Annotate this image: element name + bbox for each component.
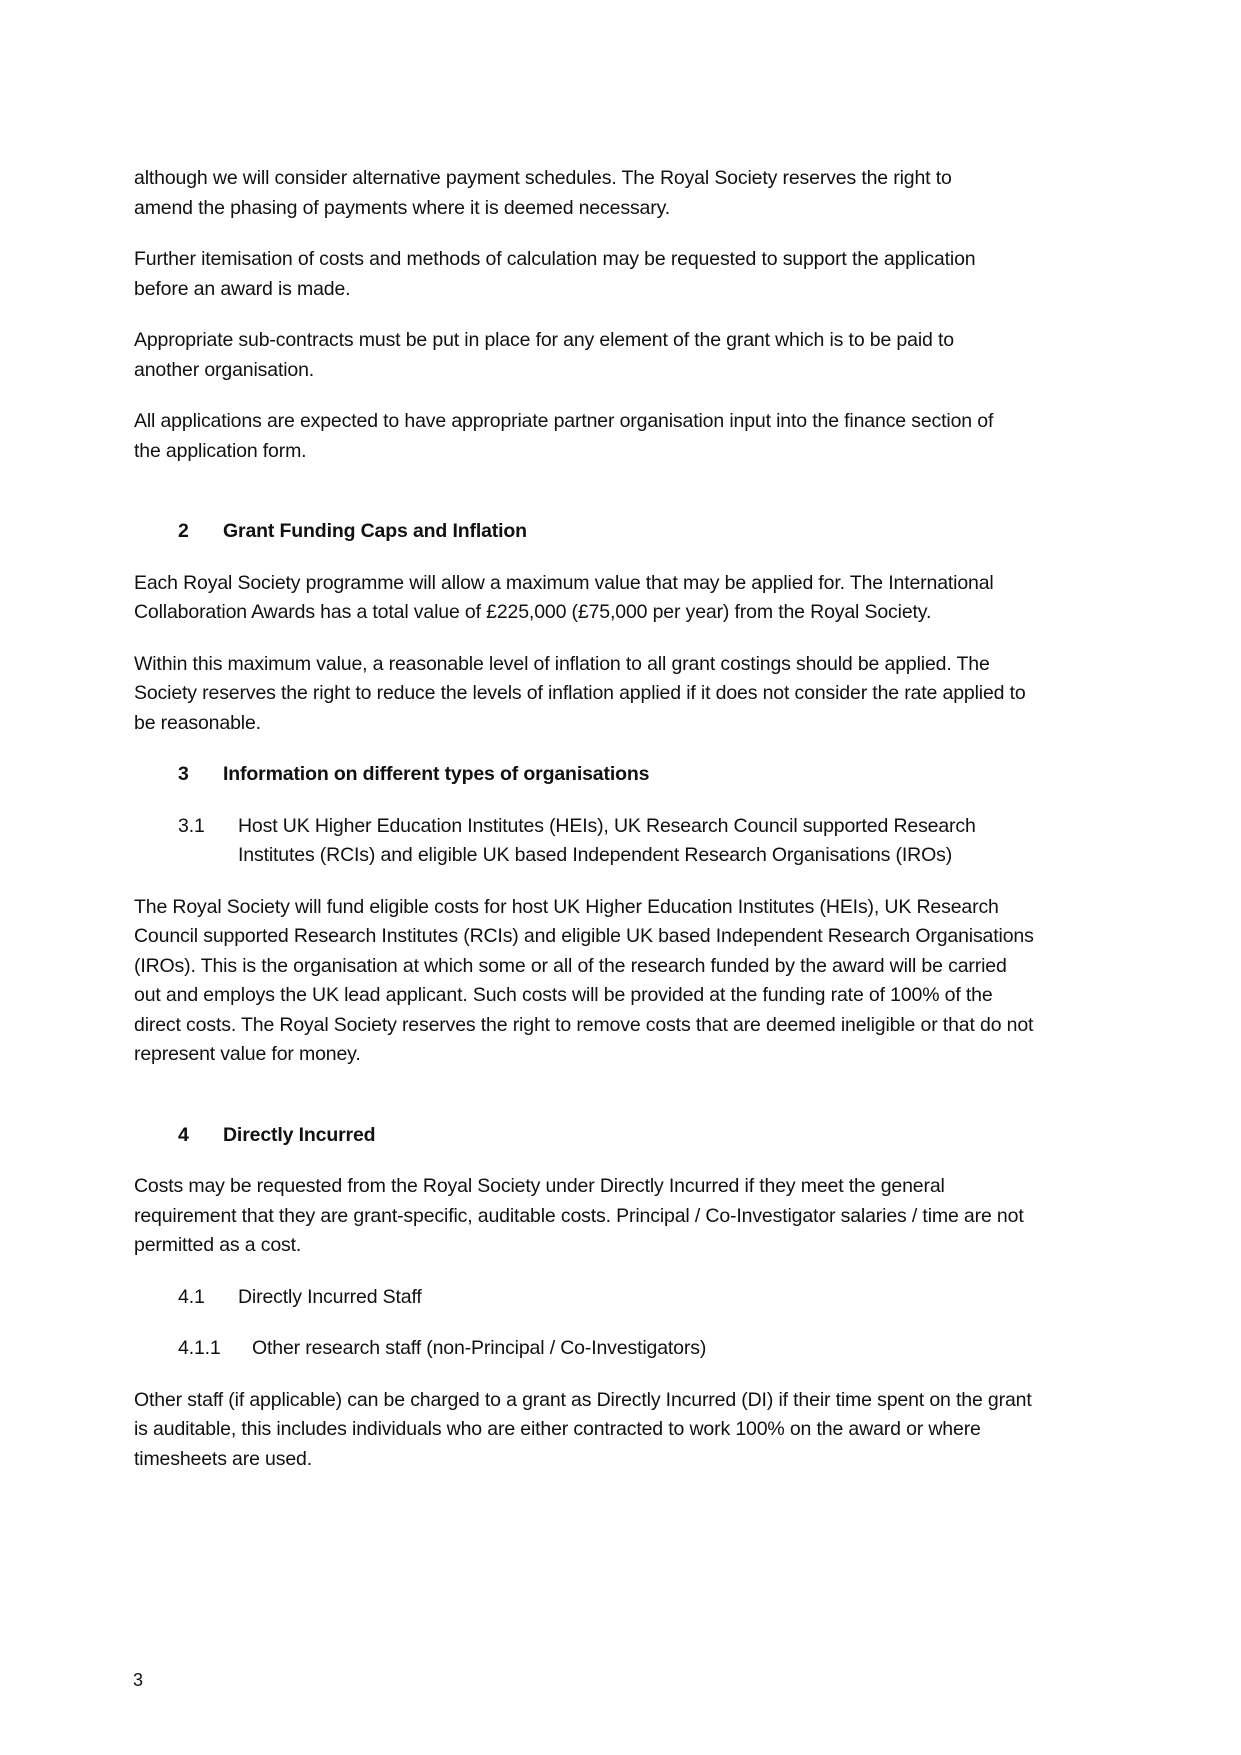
paragraph-payment-schedules: although we will consider alternative payment schedules. The Royal Society reserves the right to amend the phasing of payments where it is deemed necessary. <box>134 167 952 219</box>
subsection-title: Host UK Higher Education Institutes (HEIs), UK Research Council supported Research Institutes (RCIs) and eligible UK based Independent Research Organisations (IROs) <box>238 814 976 866</box>
section-2-heading <box>134 517 1109 547</box>
section-4-1-1-heading <box>134 1334 1109 1364</box>
section-4-1-heading <box>134 1283 1109 1313</box>
section-3-1-heading <box>134 812 998 871</box>
paragraph-eligible-costs: The Royal Society will fund eligible costs for host UK Higher Education Institutes (HEIs), UK Research Council supported Research Institutes (RCIs) and eligible UK based Independent Research Organisations (IROs). This is the organisation at which some or all of the research funded by the award will be carried out and employs the UK lead applicant. Such costs will be provided at the funding rate of 100% of the direct costs. The Royal Society reserves the right to remove costs that are deemed ineligible or that do not represent value for money. <box>134 895 1034 1065</box>
subsection-title: Directly Incurred Staff <box>238 1285 422 1308</box>
section-number: 2 <box>178 520 189 542</box>
paragraph-other-staff: Other staff (if applicable) can be charged to a grant as Directly Incurred (DI) if their time spent on the grant is auditable, this includes individuals who are either contracted to work 100% on the award or where timesheets are used. <box>134 1388 1032 1470</box>
section-3-heading <box>134 760 1109 790</box>
section-4-heading <box>134 1121 1109 1151</box>
paragraph-itemisation: Further itemisation of costs and methods of calculation may be requested to support the application before an award is made. <box>134 248 976 300</box>
section-number: 4 <box>178 1123 189 1146</box>
document-page <box>134 164 1109 1474</box>
subsubsection-title: Other research staff (non-Principal / Co-Investigators) <box>252 1337 707 1359</box>
section-number: 3 <box>178 763 189 785</box>
paragraph-max-value: Each Royal Society programme will allow a maximum value that may be applied for. The International Collaboration Awards has a total value of £225,000 (£75,000 per year) from the Royal Society. <box>134 571 994 623</box>
paragraph-inflation: Within this maximum value, a reasonable level of inflation to all grant costings should be applied. The Society reserves the right to reduce the levels of inflation applied if it does not consider the rate applied to be reasonable. <box>134 652 1026 734</box>
section-title: Grant Funding Caps and Inflation <box>223 520 527 542</box>
paragraph-partner-input: All applications are expected to have appropriate partner organisation input into the finance section of the application form. <box>134 410 994 462</box>
paragraph-sub-contracts: Appropriate sub-contracts must be put in place for any element of the grant which is to be paid to another organisation. <box>134 329 954 381</box>
paragraph-directly-incurred: Costs may be requested from the Royal Society under Directly Incurred if they meet the general requirement that they are grant-specific, auditable costs. Principal / Co-Investigator salaries / time are not permitted as a cost. <box>134 1175 1024 1256</box>
section-title: Information on different types of organisations <box>223 763 650 785</box>
page-number: 3 <box>133 1670 144 1690</box>
section-title: Directly Incurred <box>223 1123 376 1146</box>
subsection-number: 3.1 <box>178 814 205 837</box>
subsubsection-number: 4.1.1 <box>178 1337 221 1359</box>
subsection-number: 4.1 <box>178 1285 205 1308</box>
